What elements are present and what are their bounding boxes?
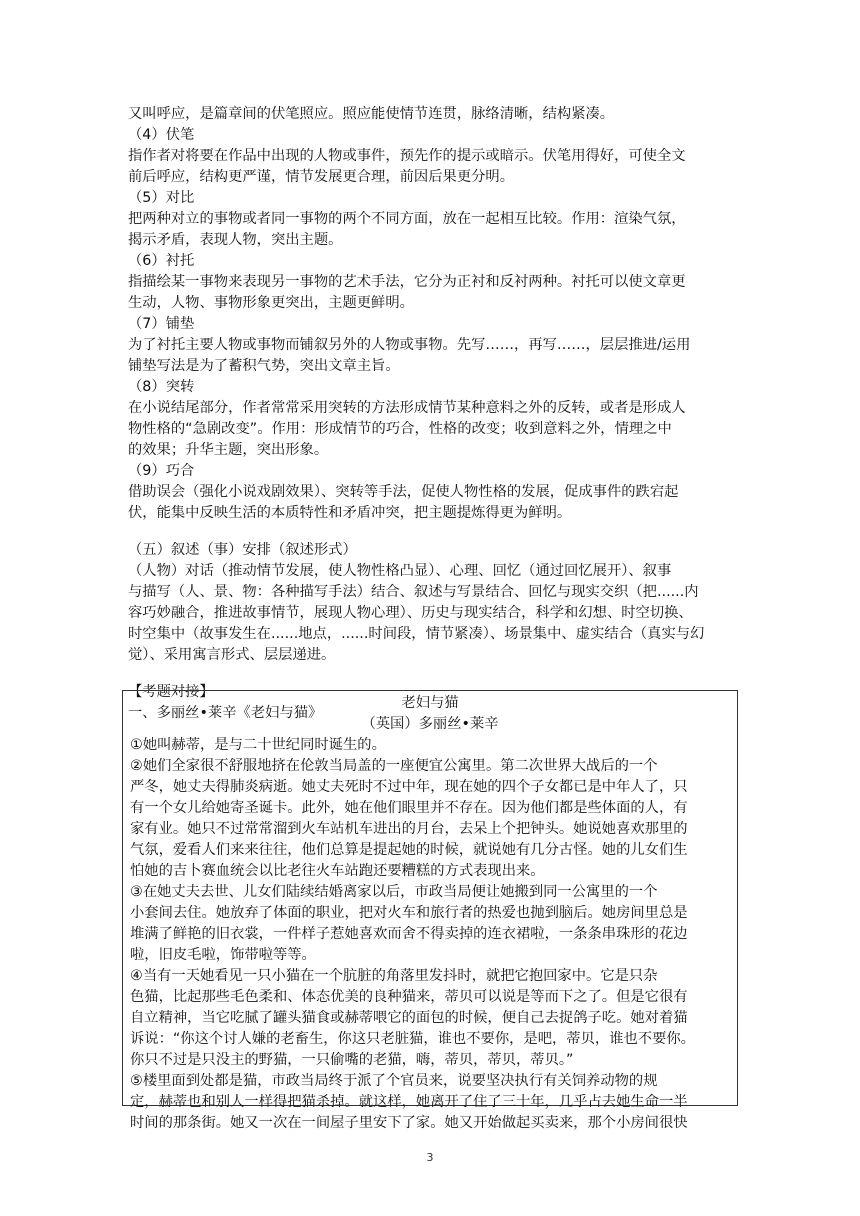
text-line: （人物）对话（推动情节发展，使人物性格凸显）、心理、回忆（通过回忆展开）、叙事 (128, 563, 672, 579)
story-line: ④当有一天她看见一只小猫在一个肮脏的角落里发抖时，就把它抱回家中。它是只杂 (130, 968, 658, 984)
subheading-twist: （8）突转 (128, 379, 195, 395)
subheading-coincidence: （9）巧合 (128, 463, 195, 479)
story-line: 有一个女儿给她寄圣诞卡。此外，她在他们眼里并不存在。因为他们都是些体面的人，有 (130, 800, 688, 816)
story-line: 你只不过是只没主的野猫，一只偷嘴的老猫，嗨，蒂贝，蒂贝，蒂贝。” (130, 1052, 574, 1068)
text-line: 为了衬托主要人物或事物而铺叙另外的人物或事物。先写……，再写……，层层推进/运用 (128, 337, 691, 353)
story-line: 家有业。她只不过常常溜到火车站机车进出的月台，去呆上个把钟头。她说她喜欢那里的 (130, 821, 688, 837)
techniques-section (128, 104, 740, 524)
story-line: 小套间去住。她放弃了体面的职业，把对火车和旅行者的热爱也抛到脑后。她房间里总是 (130, 905, 688, 921)
story-body (130, 693, 730, 1134)
story-line: 严冬，她丈夫得肺炎病逝。她丈夫死时不过中年，现在她的四个子女都已是中年人了，只 (130, 779, 688, 795)
story-line: ②她们全家很不舒服地挤在伦敦当局盖的一座便宜公寓里。第二次世界大战后的一个 (130, 758, 658, 774)
story-title: 老妇与猫 (401, 695, 459, 711)
exam-heading: 【考题对接】 (128, 684, 214, 700)
story-line: 定，赫蒂也和别人一样得把猫杀掉。就这样，她离开了住了三十年，几乎占去她生命一半 (130, 1094, 688, 1110)
text-line: 的效果；升华主题，突出形象。 (128, 442, 329, 458)
section-heading: （五）叙述（事）安排（叙述形式） (128, 542, 357, 558)
story-line: 啦，旧皮毛啦，饰带啦等等。 (130, 947, 316, 963)
subheading-foreshadowing: （4）伏笔 (128, 127, 195, 143)
text-line: 把两种对立的事物或者同一事物的两个不同方面，放在一起相互比较。作用：渲染气氛， (128, 211, 686, 227)
text-line: 借助误会（强化小说戏剧效果）、突转等手法，促使人物性格的发展，促成事件的跌宕起 (128, 484, 679, 500)
text-line: 与描写（人、景、物：各种描写手法）结合、叙述与写景结合、回忆与现实交织（把......内 (128, 584, 699, 600)
text-line: 前后呼应，结构更严谨，情节发展更合理，前因后果更分明。 (128, 169, 515, 185)
text-line: 物性格的“急剧改变”。作用：形成情节的巧合，性格的改变；收到意料之外，情理之中 (128, 421, 672, 437)
subheading-contrast: （5）对比 (128, 190, 195, 206)
story-excerpt-box (122, 690, 738, 1131)
story-line: 时间的那条街。她又一次在一间屋子里安下了家。她又开始做起买卖来，那个小房间很快 (130, 1115, 688, 1131)
text-line: 又叫呼应，是篇章间的伏笔照应。照应能使情节连贯，脉络清晰，结构紧凑。 (128, 106, 615, 122)
story-line: ⑤楼里面到处都是猫，市政当局终于派了个官员来，说要坚决执行有关饲养动物的规 (130, 1073, 658, 1089)
story-line: 色猫，比起那些毛色柔和、体态优美的良种猫来，蒂贝可以说是等而下之了。但是它很有 (130, 989, 688, 1005)
text-line: 时空集中（故事发生在......地点，......时间段，情节紧凑）、场景集中、虚实结合（真实与幻 (128, 626, 705, 642)
text-line: 在小说结尾部分，作者常常采用突转的方法形成情节某种意料之外的反转，或者是形成人 (128, 400, 686, 416)
story-author: （英国）多丽丝•莱辛 (361, 716, 499, 732)
story-line: 气氛，爱看人们来来往往，他们总算是提起她的时候，就说她有几分古怪。她的儿女们生 (130, 842, 688, 858)
story-line: 诉说：“你这个讨人嫌的老畜生，你这只老脏猫，谁也不要你，是吧，蒂贝，谁也不要你。 (130, 1031, 695, 1047)
exam-item-title: 一、多丽丝•莱辛《老妇与猫》 (128, 705, 323, 721)
story-line: 自立精神，当它吃腻了罐头猫食或赫蒂喂它的面包的时候，便自己去捉鸽子吃。她对着猫 (130, 1010, 688, 1026)
text-line: 指描绘某一事物来表现另一事物的艺术手法，它分为正衬和反衬两种。衬托可以使文章更 (128, 274, 686, 290)
story-line: 堆满了鲜艳的旧衣裳，一件样子惹她喜欢而舍不得卖掉的连衣裙啦，一条条串珠形的花边 (130, 926, 688, 942)
story-line: ①她叫赫蒂，是与二十世纪同时诞生的。 (130, 737, 386, 753)
narration-section (128, 540, 740, 666)
text-line: 觉）、采用寓言形式、层层递进。 (128, 647, 336, 663)
subheading-setup: （7）铺垫 (128, 316, 195, 332)
text-line: 铺垫写法是为了蓄积气势，突出文章主旨。 (128, 358, 400, 374)
text-line: 揭示矛盾，表现人物，突出主题。 (128, 232, 343, 248)
text-line: 容巧妙融合，推进故事情节，展现人物心理）、历史与现实结合，科学和幻想、时空切换、 (128, 605, 693, 621)
text-line: 指作者对将要在作品中出现的人物或事件，预先作的提示或暗示。伏笔用得好，可使全文 (128, 148, 686, 164)
text-line: 伏，能集中反映生活的本质特性和矛盾冲突，把主题提炼得更为鲜明。 (128, 505, 572, 521)
story-line: 怕她的吉卜赛血统会以比老往火车站跑还要糟糕的方式表现出来。 (130, 863, 545, 879)
text-line: 生动，人物、事物形象更突出，主题更鲜明。 (128, 295, 414, 311)
page-number: 3 (426, 1151, 434, 1164)
story-line: ③在她丈夫去世、儿女们陆续结婚离家以后，市政当局便让她搬到同一公寓里的一个 (130, 884, 658, 900)
subheading-foil: （6）衬托 (128, 253, 195, 269)
main-text (128, 104, 740, 724)
